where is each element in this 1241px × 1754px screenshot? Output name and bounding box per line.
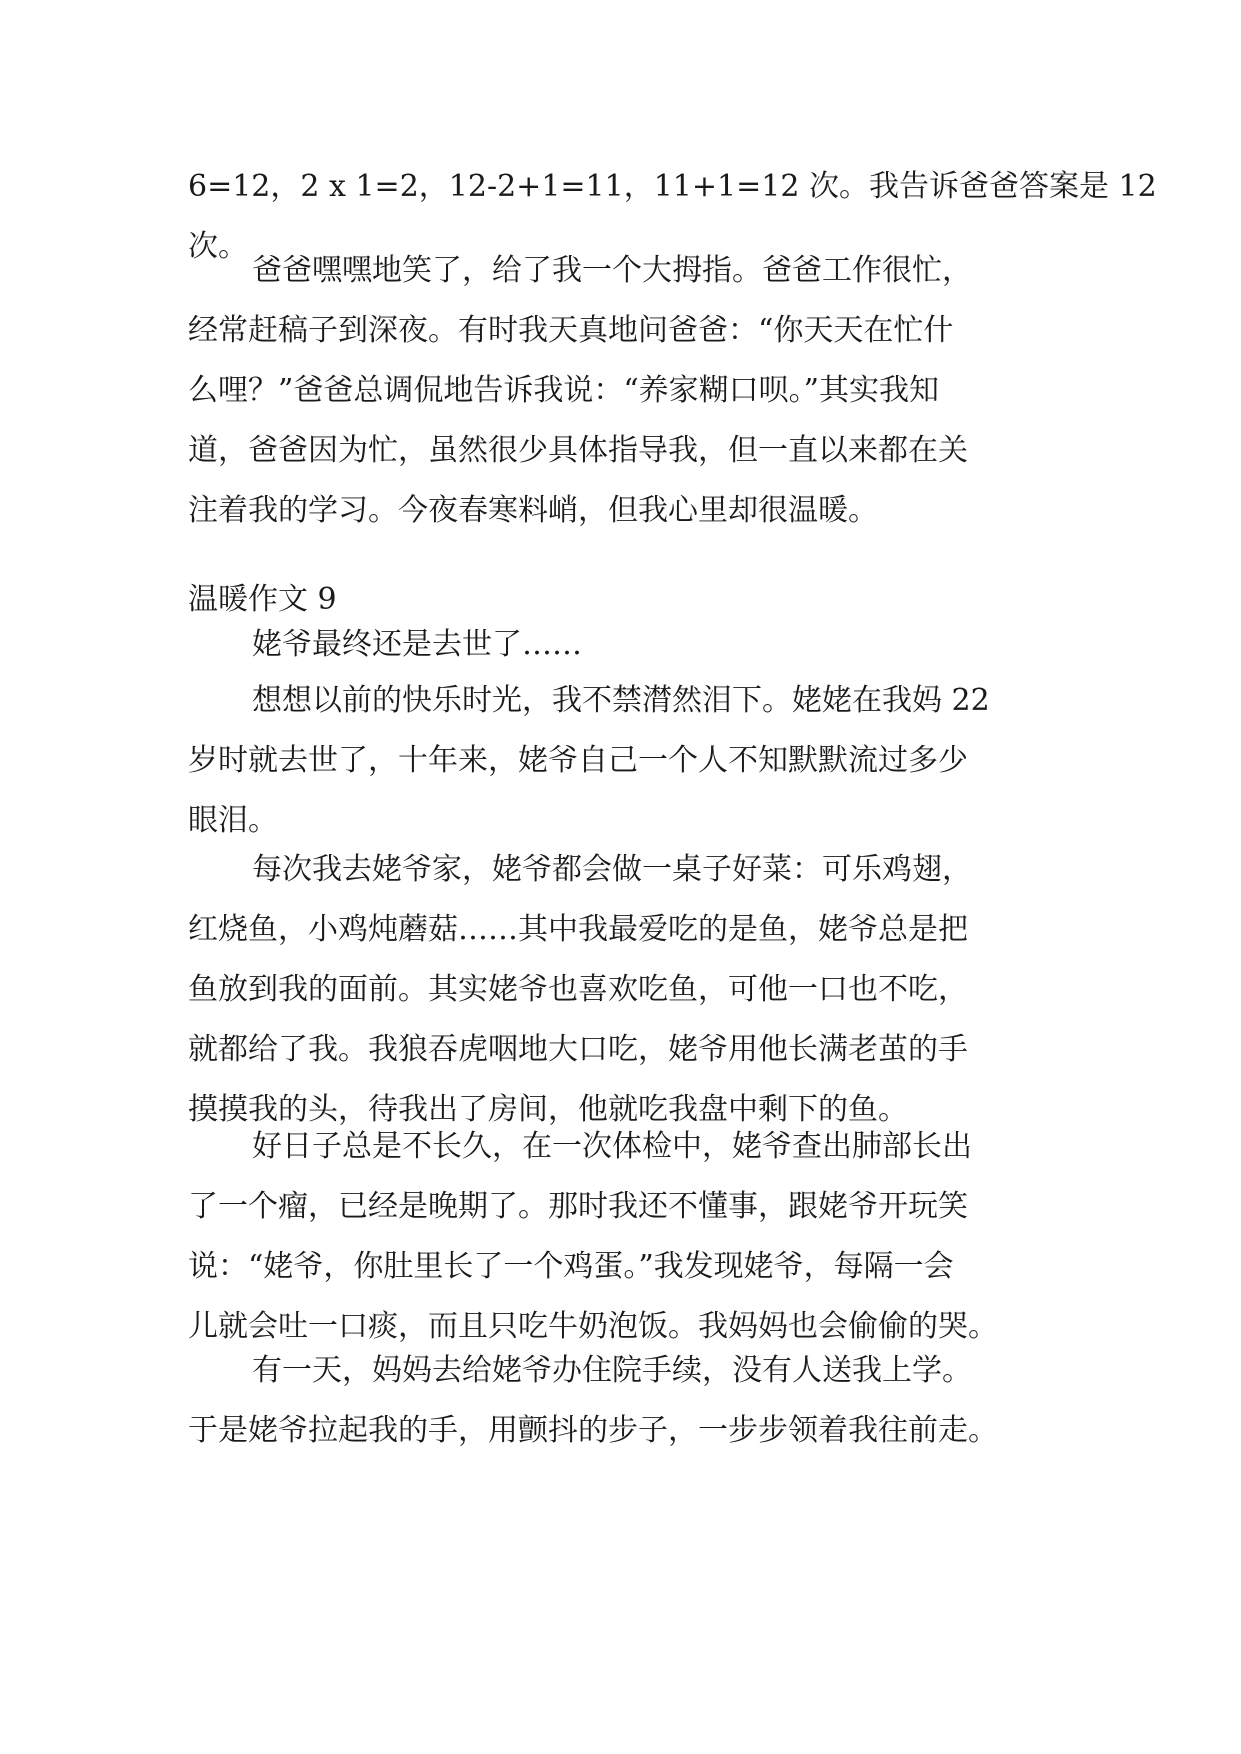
text-line: 红烧鱼，小鸡炖蘑菇……其中我最爱吃的是鱼，姥爷总是把 [188,912,968,947]
section-heading: 温暖作文 9 [188,582,337,617]
paragraph-dinner [188,840,1058,1140]
text-line: 就都给了我。我狼吞虎咽地大口吃，姥爷用他长满老茧的手 [188,1032,968,1067]
text-line: 想想以前的快乐时光，我不禁潸然泪下。姥姥在我妈 22 [252,683,990,718]
paragraph-memories [188,671,1058,851]
paragraph-school [188,1341,1058,1461]
text-line: 了一个瘤，已经是晚期了。那时我还不懂事，跟姥爷开玩笑 [188,1189,968,1224]
text-line: 摸摸我的头，待我出了房间，他就吃我盘中剩下的鱼。 [188,1092,908,1127]
text-line: 次。 [188,229,248,264]
text-line: 儿就会吐一口痰，而且只吃牛奶泡饭。我妈妈也会偷偷的哭。 [188,1309,998,1344]
text-line: 有一天，妈妈去给姥爷办住院手续，没有人送我上学。 [252,1353,972,1388]
paragraph-illness [188,1117,1058,1357]
text-line: 每次我去姥爷家，姥爷都会做一桌子好菜：可乐鸡翅， [252,852,972,887]
text-line: 6=12，2 x 1=2，12-2+1=11，11+1=12 次。我告诉爸爸答案是 12 [188,169,1157,204]
text-line: 姥爷最终还是去世了…… [252,627,582,662]
text-line: 注着我的学习。今夜春寒料峭，但我心里却很温暖。 [188,493,878,528]
text-line: 说：“姥爷，你肚里长了一个鸡蛋。”我发现姥爷，每隔一会 [188,1249,954,1284]
text-line: 岁时就去世了，十年来，姥爷自己一个人不知默默流过多少 [188,743,968,778]
text-line: 道，爸爸因为忙，虽然很少具体指导我，但一直以来都在关 [188,433,968,468]
text-line: 好日子总是不长久，在一次体检中，姥爷查出肺部长出 [252,1129,972,1164]
text-line: 眼泪。 [188,803,278,838]
paragraph-grandpa-died [188,615,1058,675]
text-line: 鱼放到我的面前。其实姥爷也喜欢吃鱼，可他一口也不吃， [188,972,968,1007]
text-line: 经常赶稿子到深夜。有时我天真地问爸爸：“你天天在忙什 [188,313,954,348]
text-line: 爸爸嘿嘿地笑了，给了我一个大拇指。爸爸工作很忙， [252,253,972,288]
text-line: 么哩？”爸爸总调侃地告诉我说：“养家糊口呗。”其实我知 [188,373,940,408]
paragraph-father [188,241,1058,541]
text-line: 于是姥爷拉起我的手，用颤抖的步子，一步步领着我往前走。 [188,1413,998,1448]
